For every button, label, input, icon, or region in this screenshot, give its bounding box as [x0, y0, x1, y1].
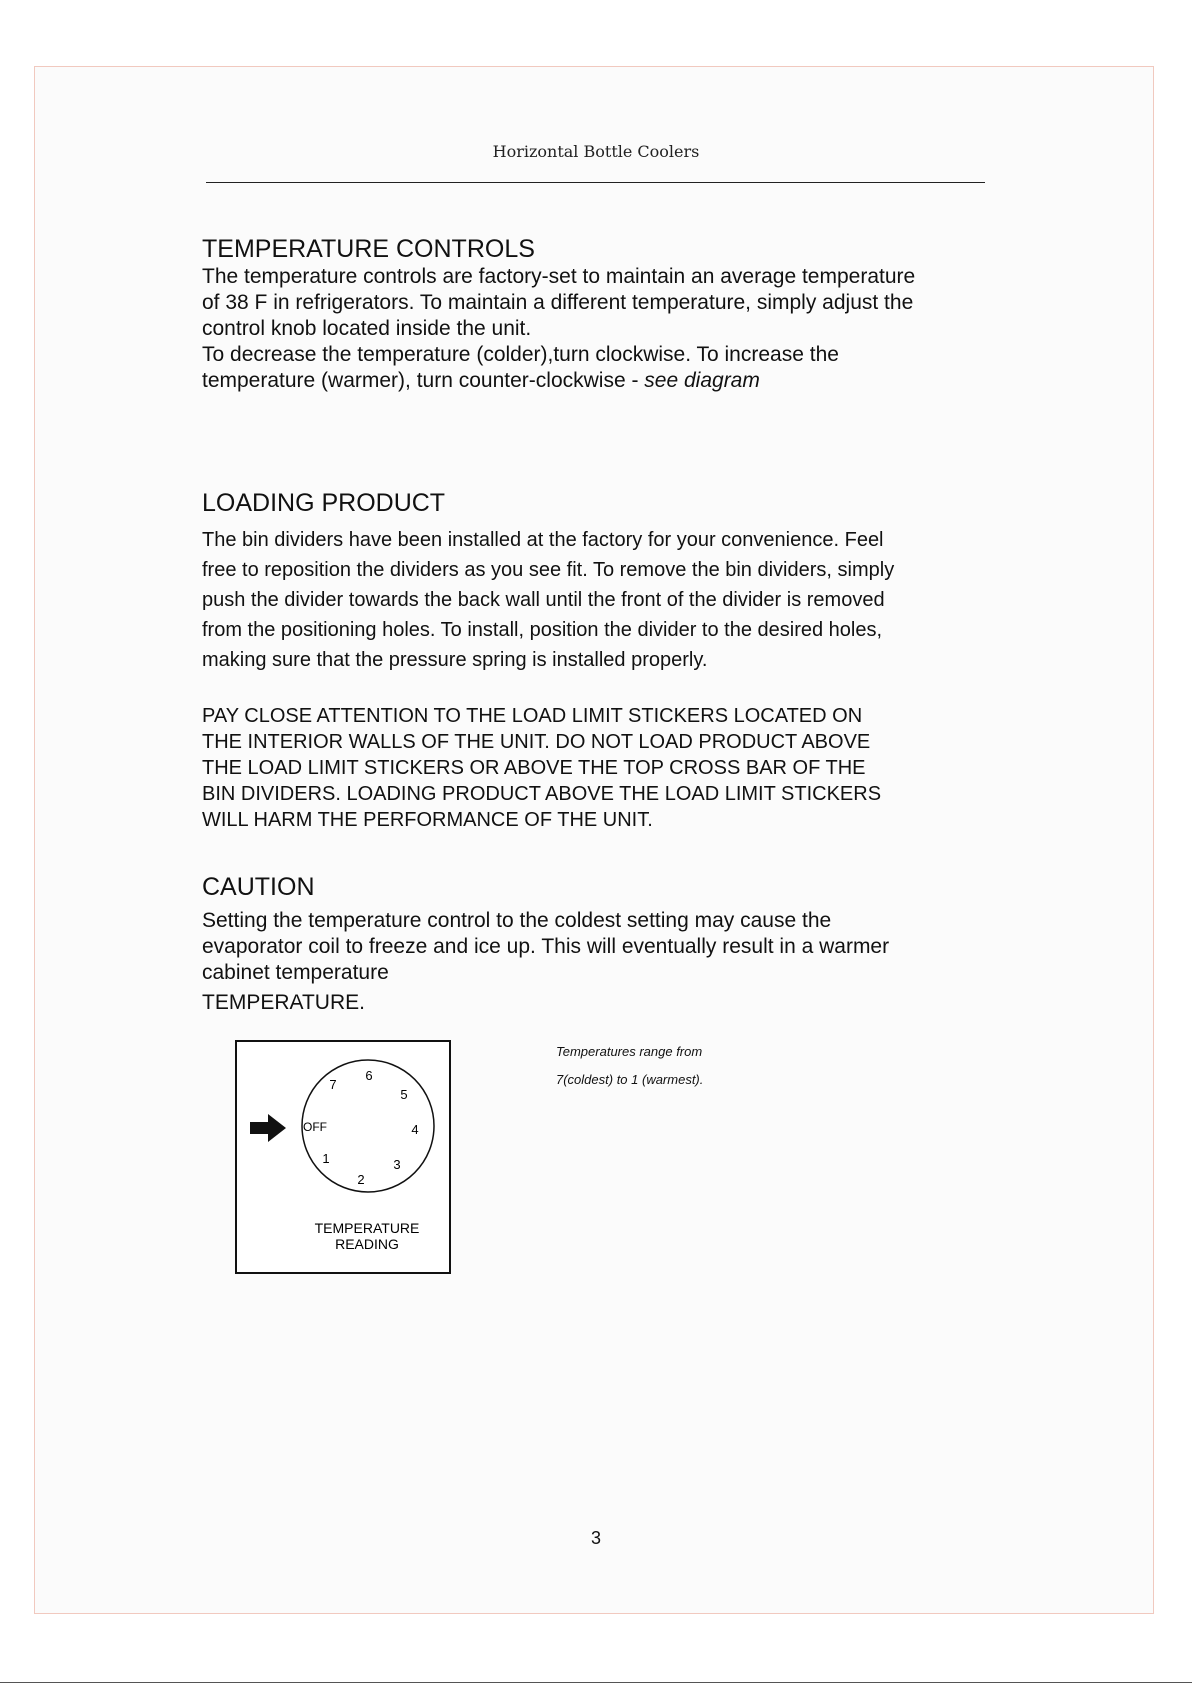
page-number: 3: [590, 1528, 601, 1548]
dial-caption-line2: READING: [335, 1236, 399, 1252]
section-heading-temperature-controls: TEMPERATURE CONTROLS: [202, 235, 535, 263]
dial-drawing: [237, 1042, 449, 1272]
dial-mark-6: 6: [365, 1068, 373, 1083]
text-line-with-diagram-ref: [202, 368, 1042, 394]
header-divider: [206, 182, 985, 183]
temperature-range-note: 7(coldest) to 1 (warmest).: [556, 1072, 704, 1087]
section-heading-loading-product: LOADING PRODUCT: [202, 489, 446, 517]
temperature-range-note: Temperatures range from: [556, 1044, 703, 1059]
warning-line: THE LOAD LIMIT STICKERS OR ABOVE THE TOP CROSS BAR OF THE: [202, 757, 866, 779]
warning-line: PAY CLOSE ATTENTION TO THE LOAD LIMIT STICKERS LOCATED ON: [202, 705, 863, 727]
dial-mark-4: 4: [411, 1122, 419, 1137]
bottom-divider: [0, 1682, 1192, 1683]
text-line: control knob located inside the unit.: [202, 317, 532, 340]
text-line: The bin dividers have been installed at the factory for your convenience. Feel: [202, 529, 884, 551]
text-line: push the divider towards the back wall until the front of the divider is removed: [202, 589, 885, 611]
temperature-controls-section: [202, 234, 1042, 394]
loading-product-section: [202, 488, 1042, 675]
see-diagram-reference: see diagram: [644, 369, 760, 392]
text-line: To decrease the temperature (colder),turn clockwise. To increase the: [202, 343, 839, 366]
text-line: Setting the temperature control to the coldest setting may cause the: [202, 909, 832, 932]
text-line: The temperature controls are factory-set to maintain an average temperature: [202, 265, 916, 288]
text-line: of 38 F in refrigerators. To maintain a different temperature, simply adjust the: [202, 291, 914, 314]
text-line: making sure that the pressure spring is installed properly.: [202, 649, 708, 671]
dial-mark-7: 7: [329, 1077, 337, 1092]
text-line: free to reposition the dividers as you see fit. To remove the bin dividers, simply: [202, 559, 895, 581]
right-arrow-icon: [250, 1114, 286, 1142]
header-title: Horizontal Bottle Coolers: [492, 142, 700, 161]
dial-caption-line1: TEMPERATURE: [314, 1220, 420, 1236]
text-line: from the positioning holes. To install, position the divider to the desired holes,: [202, 619, 883, 641]
caution-section: [202, 872, 1042, 1016]
warning-line: THE INTERIOR WALLS OF THE UNIT. DO NOT LOAD PRODUCT ABOVE: [202, 731, 871, 753]
temperature-dial-diagram: [235, 1040, 451, 1274]
dial-mark-1: 1: [322, 1151, 330, 1166]
text-line: cabinet temperature: [202, 961, 389, 984]
load-limit-warning: [202, 703, 1042, 833]
warning-line: BIN DIVIDERS. LOADING PRODUCT ABOVE THE LOAD LIMIT STICKERS: [202, 783, 882, 805]
section-heading-caution: CAUTION: [202, 873, 315, 901]
warning-line: WILL HARM THE PERFORMANCE OF THE UNIT.: [202, 809, 653, 831]
dial-mark-5: 5: [400, 1087, 408, 1102]
caution-trailing-word: TEMPERATURE.: [202, 991, 365, 1014]
text-line: evaporator coil to freeze and ice up. This will eventually result in a warmer: [202, 935, 890, 958]
dial-mark-off: OFF: [303, 1120, 327, 1134]
dial-mark-2: 2: [357, 1172, 365, 1187]
text-fragment: temperature (warmer), turn counter-clockwise -: [202, 369, 645, 392]
dial-mark-3: 3: [393, 1157, 401, 1172]
